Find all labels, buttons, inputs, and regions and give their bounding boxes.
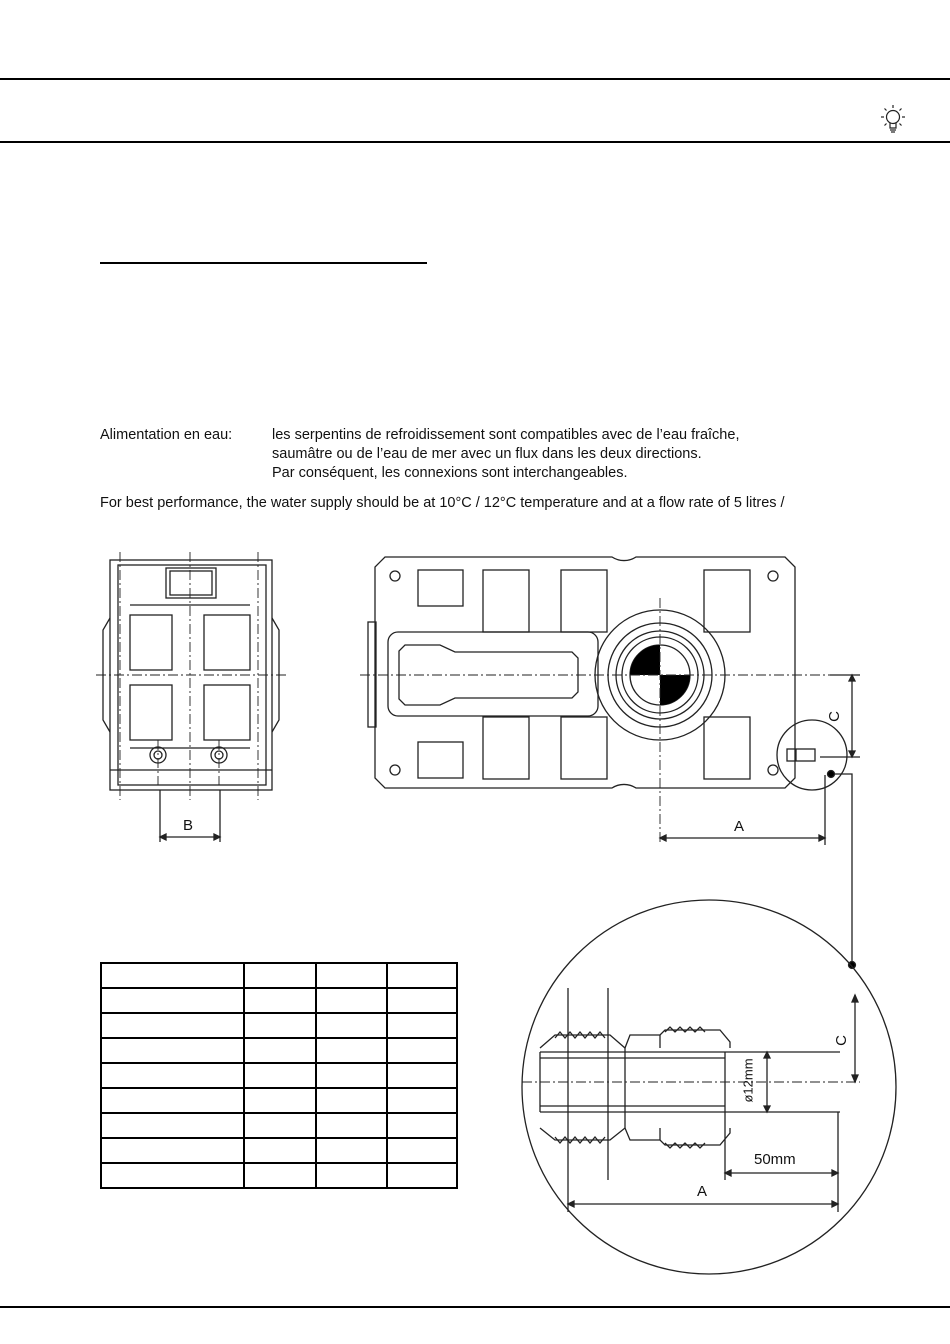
gearbox-front-view	[368, 557, 795, 788]
table-row	[101, 1163, 457, 1188]
detail-dimension-a-label: A	[697, 1183, 708, 1200]
detail-diameter-label: ø12mm	[740, 1058, 756, 1103]
dimension-a-label: A	[734, 818, 745, 835]
dimension-c-label: C	[825, 711, 843, 722]
table-row	[101, 1138, 457, 1163]
side-view-centerlines	[96, 552, 286, 800]
table-row	[101, 963, 457, 988]
gearbox-side-view	[103, 560, 279, 842]
water-supply-label: Alimentation en eau:	[100, 427, 233, 443]
footer-rule	[0, 1306, 950, 1308]
table-row	[101, 988, 457, 1013]
table-row	[101, 1038, 457, 1063]
table-row	[101, 1088, 457, 1113]
detail-dimension-c-label: C	[832, 1035, 850, 1046]
table-row	[101, 1113, 457, 1138]
dimensions-table	[100, 962, 458, 1189]
performance-text: For best performance, the water supply should be at 10°C / 12°C temperature and at a flow rate of 5 litres /	[100, 495, 785, 511]
table-row	[101, 1013, 457, 1038]
detail-length-label: 50mm	[754, 1151, 796, 1168]
water-supply-line-2: saumâtre ou de l’eau de mer avec un flux dans les deux directions.	[272, 446, 702, 462]
table-row	[101, 1063, 457, 1088]
connection-detail-view	[522, 900, 896, 1274]
water-supply-line-1: les serpentins de refroidissement sont compatibles avec de l’eau fraîche,	[272, 427, 740, 443]
water-supply-line-3: Par conséquent, les connexions sont interchangeables.	[272, 465, 628, 481]
dimension-b-label: B	[183, 817, 194, 834]
